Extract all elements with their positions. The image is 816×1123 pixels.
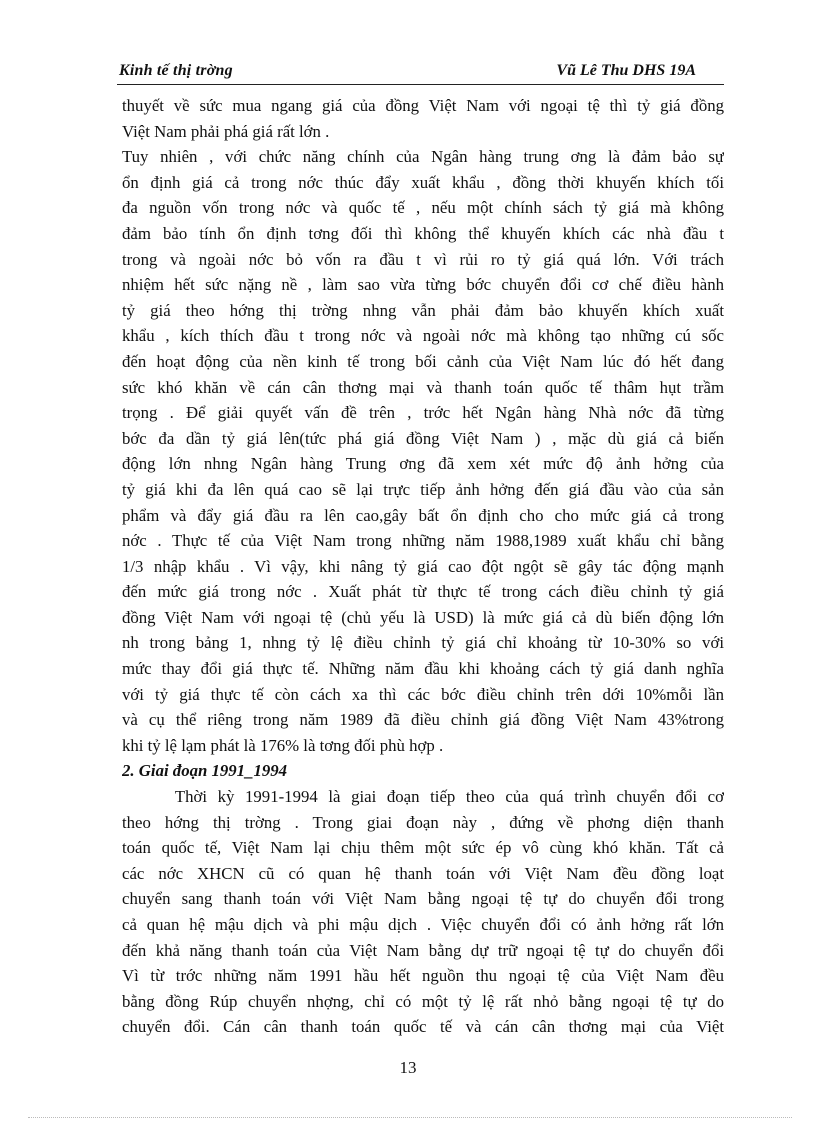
text-line: đảm bảo tính ổn định tơng đối thì không thể khuyến khích các nhà đầu t <box>122 223 724 243</box>
text-line: trọng . Để giải quyết vấn đề trên , trớc hết Ngân hàng Nhà nớc đã từng <box>122 403 724 423</box>
body-text <box>122 93 724 1040</box>
text-line: tỷ giá theo hớng thị trờng nhng vẫn phải đảm bảo khuyến khích xuất <box>122 300 724 320</box>
text-line: nhiệm hết sức nặng nề , làm sao vừa từng bớc chuyển đổi cơ chế điều hành <box>122 275 724 295</box>
text-line: và cụ thể riêng trong năm 1989 đã điều chỉnh giá đồng Việt Nam 43%trong <box>122 710 724 730</box>
text-line: đến mức giá trong nớc . Xuất phát từ thực tế trong cách điều chỉnh tỷ giá <box>122 582 724 602</box>
text-line: chuyển sang thanh toán với Việt Nam bằng ngoại tệ tự do chuyển đổi trong <box>122 889 724 909</box>
text-line: khẩu , kích thích đầu t trong nớc và ngoài nớc mà không tạo những cú sốc <box>122 326 724 346</box>
text-line: tỷ giá khi đa lên quá cao sẽ lại trực tiếp ảnh hởng đến giá đầu vào của sản <box>122 479 724 499</box>
header-left-title: Kinh tế thị trờng <box>119 62 233 79</box>
text-line: chuyển đổi. Cán cân thanh toán quốc tế và cán cân thơng mại của Việt <box>122 1017 724 1037</box>
text-line: khi tỷ lệ lạm phát là 176% là tơng đối phù hợp . <box>122 735 444 755</box>
footer-divider <box>28 1117 792 1118</box>
text-line: nớc . Thực tế của Việt Nam trong những năm 1988,1989 xuất khẩu chỉ bằng <box>122 531 724 551</box>
text-line: phẩm và đẩy giá đầu ra lên cao,gây bất ổn định cho cho mức giá cả trong <box>122 505 724 525</box>
section-heading: 2. Giai đoạn 1991_1994 <box>122 761 288 781</box>
text-line: động lớn nhng Ngân hàng Trung ơng đã xem xét mức độ ảnh hởng của <box>122 454 724 474</box>
text-line: các nớc XHCN cũ có quan hệ thanh toán với Việt Nam đều đồng loạt <box>122 863 724 883</box>
page-header <box>117 60 724 85</box>
text-line: bớc đa dần tỷ giá lên(tức phá giá đồng Việt Nam ) , mặc dù giá cả biến <box>122 428 724 448</box>
page-number: 13 <box>399 1058 417 1077</box>
text-line: đa nguồn vốn trong nớc và quốc tế , nếu một chính sách tỷ giá mà không <box>122 198 724 218</box>
text-line: Tuy nhiên , với chức năng chính của Ngân hàng trung ơng là đảm bảo sự <box>122 147 724 167</box>
text-line: 1/3 nhập khẩu . Vì vậy, khi nâng tỷ giá cao đột ngột sẽ gây tác động mạnh <box>122 556 724 576</box>
text-line: thuyết về sức mua ngang giá của đồng Việt Nam với ngoại tệ thì tỷ giá đồng <box>122 96 724 115</box>
text-line: theo hớng thị trờng . Trong giai đoạn này , đứng về phơng diện thanh <box>122 812 724 832</box>
text-line: trong và ngoài nớc bỏ vốn ra đầu t vì rủi ro tỷ giá quá lớn. Với trách <box>122 249 724 269</box>
text-line: với tỷ giá thực tế còn cách xa thì các bớc điều chỉnh trên dới 10%mỗi lần <box>122 684 724 704</box>
text-line: bằng đồng Rúp chuyển nhợng, chỉ có một tỷ lệ rất nhỏ bằng ngoại tệ tự do <box>122 991 724 1011</box>
text-line: Thời kỳ 1991-1994 là giai đoạn tiếp theo của quá trình chuyển đổi cơ <box>122 787 724 807</box>
text-line: đồng Việt Nam với ngoại tệ (chủ yếu là USD) là mức giá cả dù biến động lớn <box>122 607 724 627</box>
header-right-author: Vũ Lê Thu DHS 19A <box>556 62 696 79</box>
text-line: nh trong bảng 1, nhng tỷ lệ điều chỉnh tỷ giá chỉ khoảng từ 10-30% so với <box>122 633 724 653</box>
text-line: toán quốc tế, Việt Nam lại chịu thêm một sức ép vô cùng khó khăn. Tất cả <box>122 838 724 858</box>
text-line: ổn định giá cả trong nớc thúc đẩy xuất khẩu , đồng thời khuyến khích tối <box>122 172 724 192</box>
text-line: Việt Nam phải phá giá rất lớn . <box>122 121 330 141</box>
text-line: mức thay đổi giá thực tế. Những năm đầu khi khoảng cách tỷ giá danh nghĩa <box>122 659 724 679</box>
text-line: sức khó khăn về cán cân thơng mại và thanh toán quốc tế thâm hụt trầm <box>122 377 724 397</box>
text-line: cả quan hệ mậu dịch và phi mậu dịch . Việc chuyển đổi có ảnh hởng rất lớn <box>122 915 724 934</box>
text-line: Vì từ trớc những năm 1991 hầu hết nguồn thu ngoại tệ của Việt Nam đều <box>122 966 724 986</box>
text-line: đến hoạt động của nền kinh tế trong bối cảnh của Việt Nam lúc đó hết đang <box>122 351 724 371</box>
text-line: đến khả năng thanh toán của Việt Nam bằng dự trữ ngoại tệ tự do chuyển đổi <box>122 940 724 960</box>
